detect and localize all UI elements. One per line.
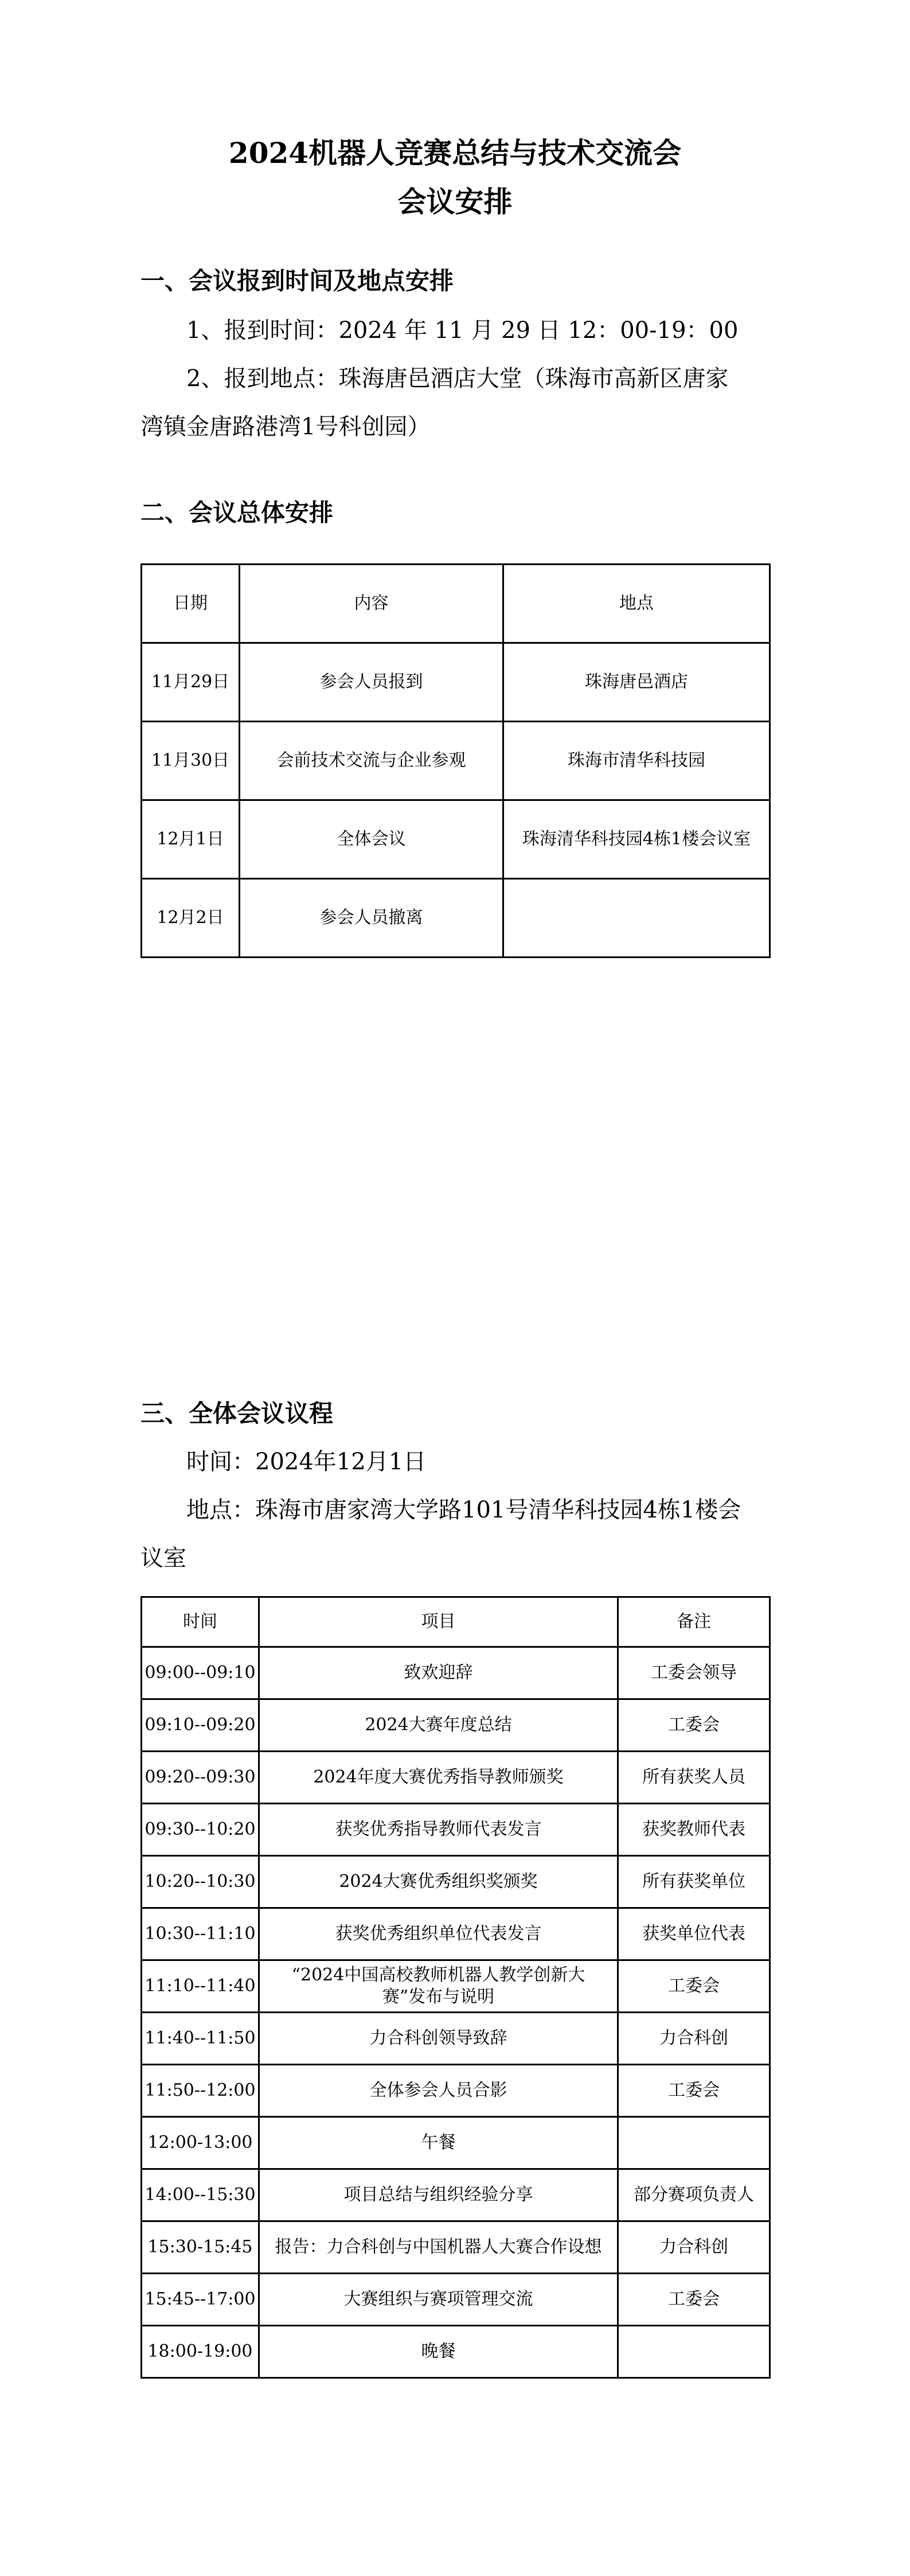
header-cell: 地点 [503,565,770,643]
registration-place-line1: 2、报到地点：珠海唐邑酒店大堂（珠海市高新区唐家 [186,365,729,392]
table-row [142,1804,770,1856]
item-cell: 2024大赛优秀组织奖颁奖 [259,1856,618,1908]
time-cell: 09:20--09:30 [142,1752,259,1804]
note-cell: 力合科创 [618,2013,770,2065]
location-cell: 珠海市清华科技园 [503,722,770,800]
item-cell: 全体参会人员合影 [259,2065,618,2117]
note-cell: 工委会 [618,1699,770,1752]
agenda-table [140,1596,771,2379]
table-row [142,1752,770,1804]
note-cell: 获奖教师代表 [618,1804,770,1856]
table-row [142,643,770,722]
time-cell: 15:30-15:45 [142,2221,259,2274]
date-cell: 11月30日 [142,722,240,800]
header-cell: 时间 [142,1597,259,1647]
table-row [142,722,770,800]
table-row [142,800,770,879]
time-cell: 12:00-13:00 [142,2117,259,2169]
document-subtitle: 会议安排 [397,185,513,219]
section-heading-registration: 一、会议报到时间及地点安排 [140,267,454,295]
location-cell: 珠海唐邑酒店 [503,643,770,722]
note-cell [618,2326,770,2378]
header-cell: 项目 [259,1597,618,1647]
note-cell: 部分赛项负责人 [618,2169,770,2221]
item-cell: 晚餐 [259,2326,618,2378]
note-cell: 获奖单位代表 [618,1908,770,1960]
table-row [142,1908,770,1960]
time-cell: 15:45--17:00 [142,2274,259,2326]
table-row [142,2274,770,2326]
table-row [142,2221,770,2274]
note-cell: 工委会领导 [618,1647,770,1699]
section-heading-agenda: 三、全体会议议程 [140,1399,334,1427]
time-cell: 09:00--09:10 [142,1647,259,1699]
item-cell: 大赛组织与赛项管理交流 [259,2274,618,2326]
table-row [142,1699,770,1752]
table-row [142,879,770,958]
table-header-row [142,565,770,643]
note-cell: 所有获奖单位 [618,1856,770,1908]
item-cell: 午餐 [259,2117,618,2169]
content-cell: 全体会议 [240,800,503,879]
header-cell: 日期 [142,565,240,643]
time-cell: 11:40--11:50 [142,2013,259,2065]
note-cell [618,2117,770,2169]
date-cell: 12月2日 [142,879,240,958]
table-row [142,1856,770,1908]
item-cell: “2024中国高校教师机器人教学创新大赛”发布与说明 [259,1960,618,2013]
table-row [142,1647,770,1699]
registration-time: 1、报到时间：2024 年 11 月 29 日 12：00-19：00 [186,317,739,344]
note-cell: 工委会 [618,2065,770,2117]
item-cell: 2024大赛年度总结 [259,1699,618,1752]
header-cell: 内容 [240,565,503,643]
date-cell: 11月29日 [142,643,240,722]
item-cell: 获奖优秀指导教师代表发言 [259,1804,618,1856]
meeting-place-line1: 地点：珠海市唐家湾大学路101号清华科技园4栋1楼会 [186,1497,741,1523]
date-cell: 12月1日 [142,800,240,879]
table-row [142,2326,770,2378]
content-cell: 参会人员报到 [240,643,503,722]
item-cell: 获奖优秀组织单位代表发言 [259,1908,618,1960]
time-cell: 10:20--10:30 [142,1856,259,1908]
table-row [142,2013,770,2065]
table-header-row [142,1597,770,1647]
item-cell: 项目总结与组织经验分享 [259,2169,618,2221]
meeting-time: 时间：2024年12月1日 [186,1449,427,1475]
table-row [142,2117,770,2169]
note-cell: 力合科创 [618,2221,770,2274]
note-cell: 工委会 [618,1960,770,2013]
item-cell: 致欢迎辞 [259,1647,618,1699]
item-cell: 报告：力合科创与中国机器人大赛合作设想 [259,2221,618,2274]
time-cell: 09:30--10:20 [142,1804,259,1856]
location-cell [503,879,770,958]
time-cell: 18:00-19:00 [142,2326,259,2378]
table-row [142,2169,770,2221]
table-row [142,2065,770,2117]
section-heading-overall: 二、会议总体安排 [140,499,334,527]
document-title: 2024机器人竞赛总结与技术交流会 [228,136,682,170]
time-cell: 14:00--15:30 [142,2169,259,2221]
time-cell: 10:30--11:10 [142,1908,259,1960]
registration-place-line2: 湾镇金唐路港湾1号科创园） [140,414,431,440]
location-cell: 珠海清华科技园4栋1楼会议室 [503,800,770,879]
time-cell: 11:10--11:40 [142,1960,259,2013]
item-cell: 力合科创领导致辞 [259,2013,618,2065]
time-cell: 11:50--12:00 [142,2065,259,2117]
note-cell: 工委会 [618,2274,770,2326]
time-cell: 09:10--09:20 [142,1699,259,1752]
overall-schedule-table [140,563,771,958]
header-cell: 备注 [618,1597,770,1647]
item-cell: 2024年度大赛优秀指导教师颁奖 [259,1752,618,1804]
note-cell: 所有获奖人员 [618,1752,770,1804]
content-cell: 参会人员撤离 [240,879,503,958]
meeting-place-line2: 议室 [140,1545,186,1571]
table-row [142,1960,770,2013]
content-cell: 会前技术交流与企业参观 [240,722,503,800]
